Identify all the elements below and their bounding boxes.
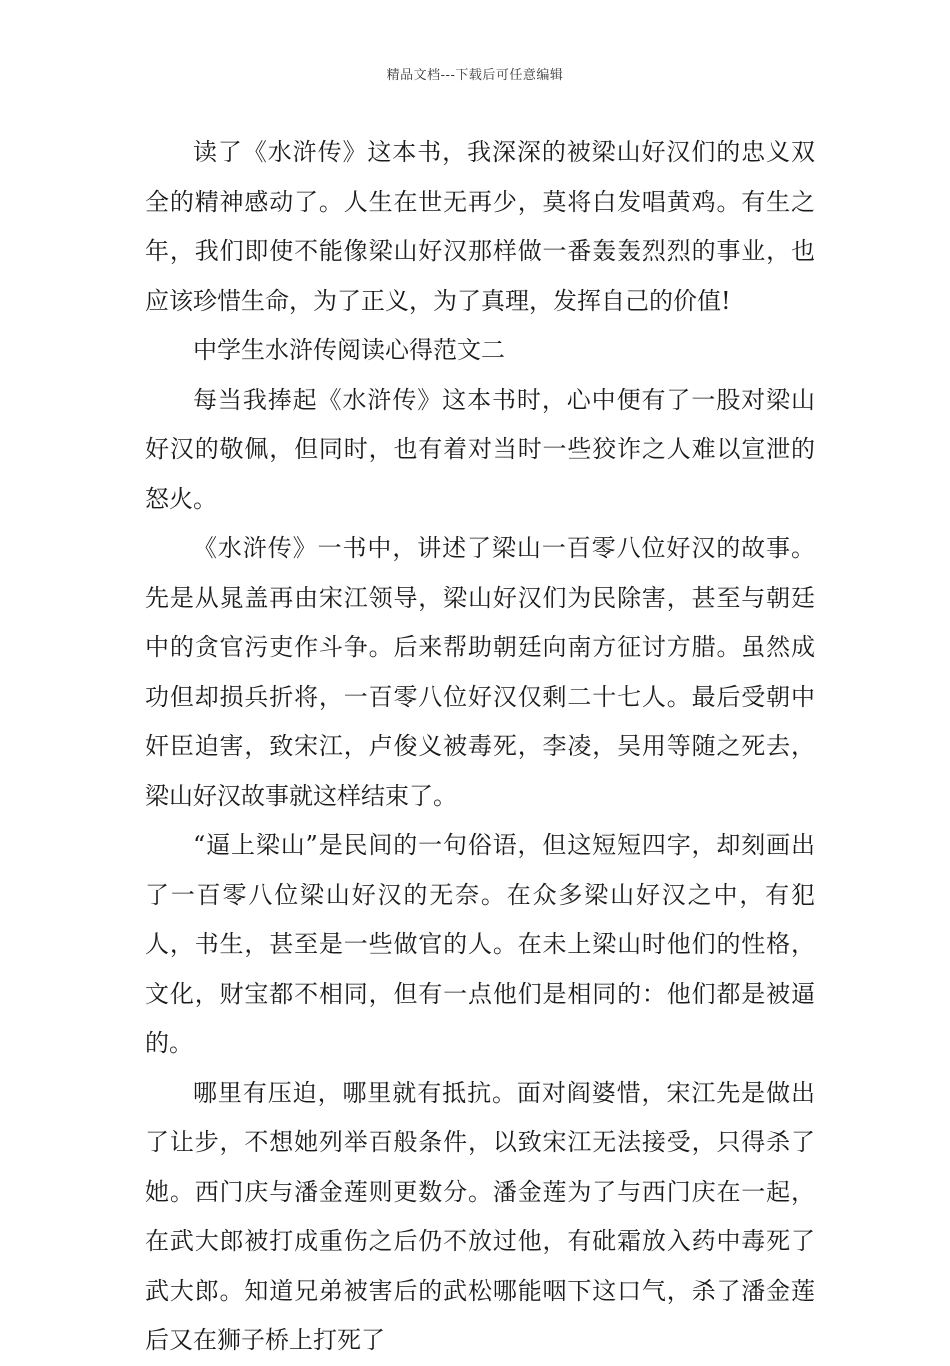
paragraph-conclusion: 读了《水浒传》这本书，我深深的被梁山好汉们的忠义双全的精神感动了。人生在世无再少，莫将白发唱黄鸡。有生之年，我们即使不能像梁山好汉那样做一番轰轰烈烈的事业，也应该珍惜生命，为了正义，为了真理，发挥自己的价值! — [145, 138, 815, 315]
paragraph-summary: 《水浒传》一书中，讲述了梁山一百零八位好汉的故事。先是从晁盖再由宋江领导，梁山好汉们为民除害，甚至与朝廷中的贪官污吏作斗争。后来帮助朝廷向南方征讨方腊。虽然成功但却损兵折将，一百零八位好汉仅剩二十七人。最后受朝中奸臣迫害，致宋江，卢俊义被毒死，李凌，吴用等随之死去，梁山好汉故事就这样结束了。 — [145, 534, 815, 810]
page-header: 精品文档---下载后可任意编辑 — [386, 68, 564, 83]
paragraph-oppression: 哪里有压迫，哪里就有抵抗。面对阎婆惜，宋江先是做出了让步，不想她列举百般条件，以致宋江无法接受，只得杀了她。西门庆与潘金莲则更数分。潘金莲为了与西门庆在一起，在武大郎被打成重伤之后仍不放过他，有砒霜放入药中毒死了武大郎。知道兄弟被害后的武松哪能咽下这口气，杀了潘金莲后又在狮子桥上打死了 — [145, 1078, 815, 1354]
section-title: 中学生水浒传阅读心得范文二 — [193, 336, 505, 364]
document-body — [145, 128, 815, 1366]
paragraph-forced-to-liangshan: “逼上梁山”是民间的一句俗语，但这短短四字，却刻画出了一百零八位梁山好汉的无奈。在众多梁山好汉之中，有犯人，书生，甚至是一些做官的人。在未上梁山时他们的性格，文化，财宝都不相同，但有一点他们是相同的：他们都是被逼的。 — [145, 831, 815, 1057]
paragraph-intro: 每当我捧起《水浒传》这本书时，心中便有了一股对梁山好汉的敬佩，但同时，也有着对当时一些狡诈之人难以宣泄的怒火。 — [145, 385, 815, 513]
